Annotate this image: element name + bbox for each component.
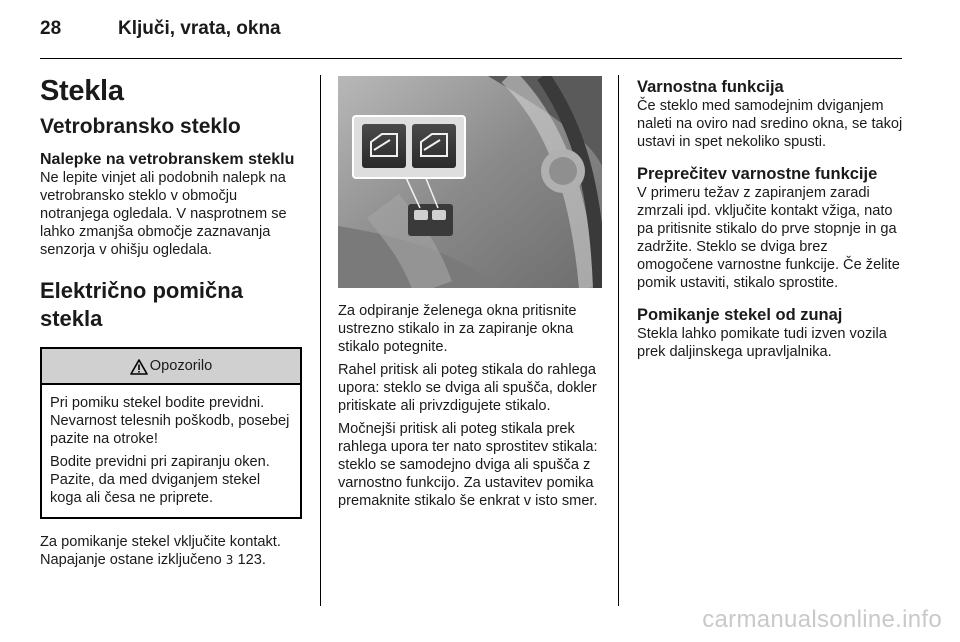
warning-header: [42, 349, 300, 385]
page-number: 28: [40, 18, 62, 39]
column-1: [40, 66, 308, 569]
page-reference-icon[interactable]: 3: [225, 553, 234, 567]
warning-text-1: Pri pomiku stekel bodite previdni. Nevarnost telesnih poškodb, posebej pazite na otroke!: [50, 395, 290, 447]
chapter-title: Ključi, vrata, okna: [118, 18, 281, 39]
sticker-text: Ne lepite vinjet ali podobnih nalepk na vetrobransko steklo v območju notranjega ogledala. V nasprotnem se lahko zmanjša območje zaznavanja senzorja v ohišju ogledala.: [40, 170, 287, 258]
warning-triangle-icon: [130, 359, 148, 375]
warning-body: [42, 385, 300, 517]
column-2-text: [338, 302, 604, 510]
window-switch-photo: [338, 76, 602, 288]
page-reference[interactable]: 123.: [233, 552, 266, 568]
column-3: [637, 78, 905, 361]
section-title: Stekla: [40, 75, 124, 107]
watermark: carmanualsonline.info: [702, 606, 942, 633]
warning-text-2: Bodite previdni pri zapiranju oken. Pazite, da med dviganjem stekel koga ali česa ne priprete.: [50, 454, 270, 506]
column-divider-2: [618, 75, 619, 606]
override-title: Preprečitev varnostne funkcije: [637, 165, 878, 183]
window-switch-illustration: [338, 76, 602, 288]
override-text: V primeru težav z zapiranjem zaradi zmrzali ipd. vključite kontakt vžiga, nato pa pritisnite stikalo do prve stopnje in ga zadržite. Steklo se dviga brez omogočene varnostne funkcije. Če želite pomik ustaviti, stikalo sprostite.: [637, 185, 900, 291]
light-press-text: Rahel pritisk ali poteg stikala do rahlega upora: steklo se dviga ali spušča, dokler pritiskate ali privzdigujete stikalo.: [338, 362, 597, 414]
ignition-text-main: Za pomikanje stekel vključite kontakt. Napajanje ostane izključeno: [40, 534, 281, 568]
open-close-text: Za odpiranje želenega okna pritisnite ustrezno stikalo in za zapiranje okna stikalo potegnite.: [338, 303, 577, 355]
ignition-text: [40, 533, 308, 569]
safety-function-text: Če steklo med samodejnim dviganjem naleti na oviro nad sredino okna, se takoj ustavi in spet nekoliko spusti.: [637, 98, 903, 150]
strong-press-text: Močnejši pritisk ali poteg stikala prek rahlega upora ter nato sprostitev stikala: steklo se samodejno dviga ali spušča z varnostno funkcijo. Za ustavitev pomika premaknite stikalo še enkrat v isto smer.: [338, 421, 598, 509]
page-header: [40, 18, 900, 48]
electric-windows-title: Električno pomična stekla: [40, 278, 243, 331]
sticker-heading: Nalepke na vetrobranskem steklu: [40, 151, 295, 168]
header-rule: [40, 58, 902, 59]
column-divider-1: [320, 75, 321, 606]
outside-operation-title: Pomikanje stekel od zunaj: [637, 306, 843, 324]
warning-box: [40, 347, 302, 519]
outside-operation-text: Stekla lahko pomikate tudi izven vozila prek daljinskega upravljalnika.: [637, 326, 887, 360]
safety-function-title: Varnostna funkcija: [637, 78, 784, 96]
column-2: [338, 76, 604, 510]
warning-title: Opozorilo: [149, 358, 213, 374]
subsection-title: Vetrobransko steklo: [40, 115, 241, 138]
